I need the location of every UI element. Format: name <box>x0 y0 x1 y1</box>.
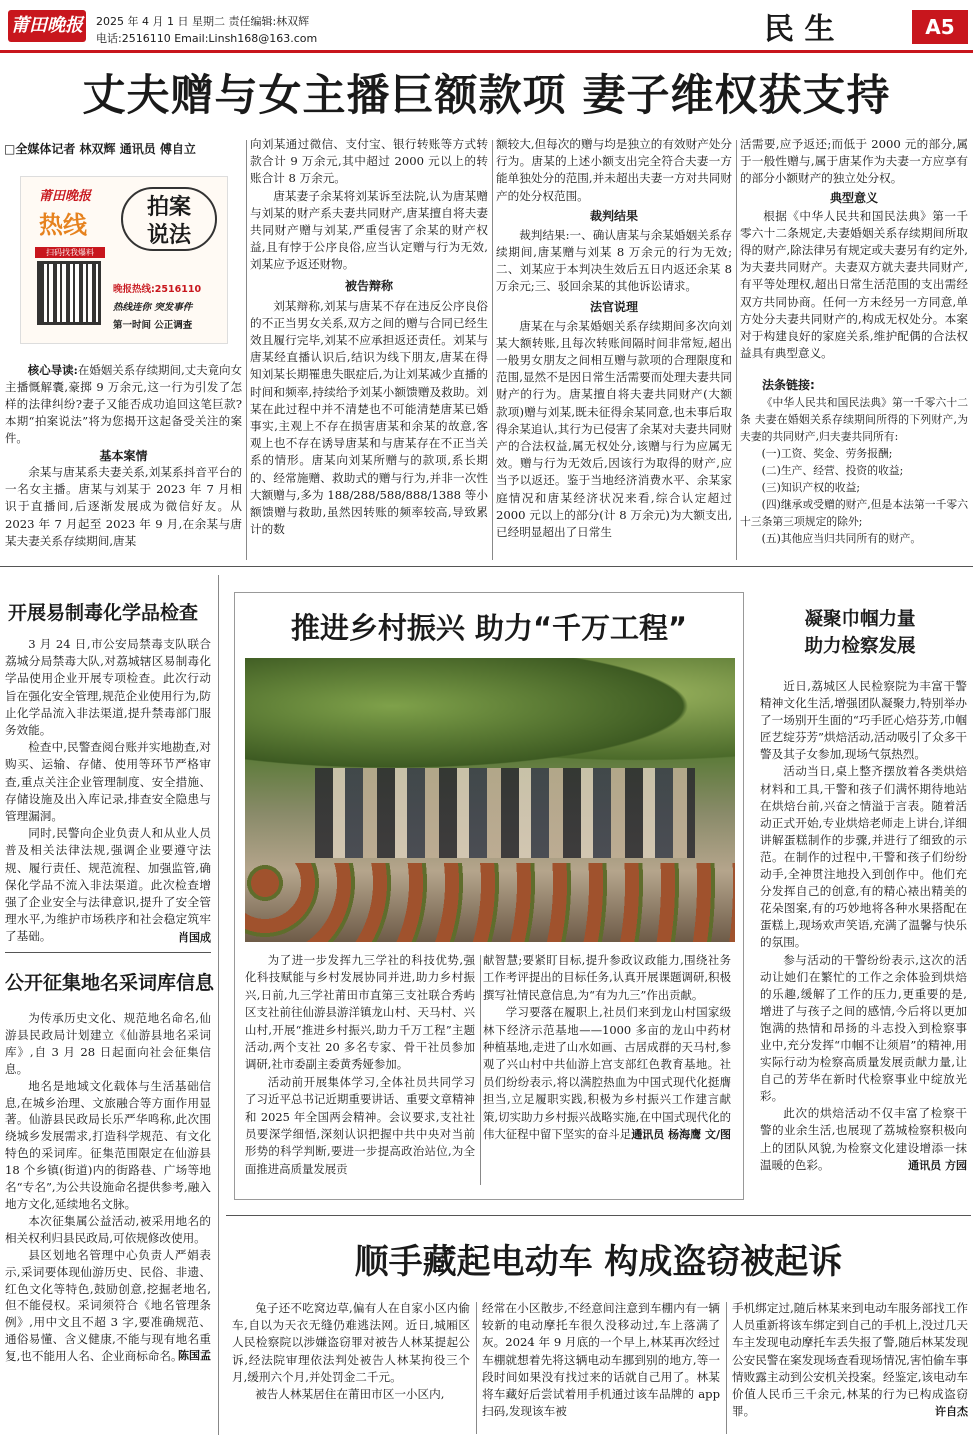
divider <box>736 140 737 560</box>
heading-law: 法条链接: <box>762 378 815 392</box>
divider <box>476 1302 477 1434</box>
promo-slogan-2: 第一时间 公正调查 <box>113 320 193 331</box>
lead-headline: 丈夫赠与女主播巨额款项 妻子维权获支持 <box>82 71 891 121</box>
lead-col4-text: 活需要,应予返还;而低于 2000 元的部分,属于一般性赠与,属于唐某作为夫妻一方应享有的部分小额财产的独立处分权。 典型意义 根据《中华人民共和国民法典》第一千零六十二条规定,夫妻婚姻关系存续期间所取得的财产,除法律另有规定或夫妻另有约定外,为夫妻共同财产。夫妻双方就夫妻共同财产,有平等处理权,超出日常生活范围的支出需经双方共同协商。任何一方未经另一方同意,单方处分夫妻共同财产的,构成无权处分。本案对于构建良好的家庭关系,维护配偶的合法权益具有典型意义。 <box>740 137 968 361</box>
header-rule <box>0 50 973 53</box>
law-item: (五)其他应当归共同所有的财产。 <box>761 532 922 545</box>
theft-col1: 兔子还不吃窝边草,偏有人在自家小区内偷车,自以为天衣无缝仍难逃法网。近日,城厢区人民检察院以涉嫌盗窃罪对被告人林某提起公诉,经法院审理依法判处被告人林某拘役三个月,缓刑六个月,并处罚金二千元。 被告人林某居住在莆田市区一小区内, <box>232 1301 470 1402</box>
section-name: 民 生 <box>764 12 835 47</box>
divider <box>492 140 493 560</box>
placename-text: 为传承历史文化、规范地名命名,仙游县民政局计划建立《仙游县地名采词库》,自 3 月 28 日起面向社会征集信息。 地名是地域文化载体与生活基础信息,在城乡治理、文旅融合等方面作用显著。仙游县民政局长乐严华鸣称,此次围绕城乡发展需求,打造科学规范、有文化特色的采词库。征集范围限定在仙游县 18 个乡镇(街道)内的街路巷、广场等地名“专名”,为公共设施命名提供参考,融入地方文化,延续地名文脉。 本次征集属公益活动,被采用地名的相关权利归县民政局,可依规修改使用。 县区划地名管理中心负责人严娟表示,采词要体现仙游历史、民俗、非遗、红色文化等特色,鼓励创意,挖掘老地名,但不能侵权。采词须符合《地名管理条例》,用中文且不超 3 字,要准确规范、通俗易懂、含义健康,不能与现有地名重复,也不能用人名、企业商标命名。 陈国孟 <box>5 1011 211 1364</box>
lead-intro: 核心导读:在婚姻关系存续期间,丈夫竟向女主播慨解囊,豪掷 9 万余元,这一行为引发了怎样的法律纠纷?妻子又能否成功追回这笔巨款?本期“拍案说法”将为您揭开这起备受关注的案件。 <box>5 363 242 446</box>
theft-headline: 顺手藏起电动车 构成盗窃被起诉 <box>354 1242 843 1282</box>
section-rule <box>0 566 973 567</box>
women-text: 近日,荔城区人民检察院为丰富干警精神文化生活,增强团队凝聚力,特别举办了一场别开生面的“巧手匠心焙芬芳,巾帼匠艺绽芬芳”烘焙活动,活动吸引了众多干警及其子女参加,现场气氛热烈。 活动当日,桌上整齐摆放着各类烘焙材料和工具,干警和孩子们满怀期待地站在烘焙台前,兴奋之情溢于言表。随着活动正式开始,专业烘焙老师走上讲台,详细讲解蛋糕制作的步骤,并进行了细致的示范。在制作的过程中,干警和孩子们纷纷动手,全神贯注地投入到创作中。他们充分发挥自己的创意,有的精心裱出精美的花朵图案,有的巧妙地将各种水果搭配在蛋糕上,现场欢声笑语,充满了温馨与快乐的氛围。 参与活动的干警纷纷表示,这次的活动让她们在繁忙的工作之余体验到烘焙的乐趣,缓解了工作的压力,更重要的是,增进了与孩子之间的感情,今后将以更加饱满的热情和昂扬的斗志投入到检察事业中,充分发挥“巾帼不让须眉”的精神,用实际行动为检察高质量发展贡献力量,让自己的芳华在新时代检察事业中绽放光彩。 此次的烘焙活动不仅丰富了检察干警的业余生活,也展现了荔城检察积极向上的团队风貌,为检察文化建设增添一抹温暖的色彩。 通讯员 方园 <box>760 678 967 1174</box>
hotline-promo <box>20 176 228 344</box>
women-headline: 凝聚巾帼力量 助力检察发展 <box>804 609 916 657</box>
heading-judge: 法官说理 <box>589 299 638 314</box>
theft-col2: 经常在小区散步,不经意间注意到车棚内有一辆较新的电动摩托车很久没移动过,车上落满了灰。2024 年 9 月底的一个早上,林某再次经过车棚就想着先将这辆电动车挪到别的地方,等一段时间如果没有找过来的话就自己用了。林某将车藏好后尝试着用手机通过该车品牌的 app 扫码,发现该车被 <box>482 1301 720 1419</box>
drug-text: 3 月 24 日,市公安局禁毒支队联合荔城分局禁毒大队,对荔城辖区易制毒化学品使用企业开展专项检查。此次行动旨在强化安全管理,规范企业使用行为,防止化学品流入非法渠道,提升禁毒部门服务效能。 检查中,民警查阅台账并实地勘查,对购买、运输、存储、使用等环节严格审查,重点关注企业管理制度、安全措施、存储设施及出入库记录,排查安全隐患与管理漏洞。 同时,民警向企业负责人和从业人员普及相关法律法规,强调企业要遵守法规、履行责任、规范流程、加强监管,确保化学品不流入非法渠道。此次检查增强了企业安全与法律意识,提升了安全管理水平,为维护市场秩序和社会稳定筑牢了基础。 肖国成 <box>5 636 211 946</box>
rural-photo <box>245 658 735 942</box>
promo-brand: 莆田晚报 <box>39 189 92 204</box>
heading-result: 裁判结果 <box>589 208 638 223</box>
law-item: (四)继承或受赠的财产,但是本法第一千零六十三条第三项规定的除外; <box>740 498 968 528</box>
law-item: (一)工资、奖金、劳务报酬; <box>761 447 893 460</box>
drug-sign: 肖国成 <box>178 930 211 944</box>
placename-headline: 公开征集地名采词库信息 <box>5 972 215 994</box>
drug-headline: 开展易制毒化学品检查 <box>8 602 199 624</box>
divider <box>218 575 219 1435</box>
divider <box>726 1302 727 1434</box>
promo-badge: 拍案 说法 <box>121 187 217 251</box>
promo-scan-label: 扫码找我爆料 <box>35 247 105 258</box>
divider <box>5 952 211 953</box>
contact-info: 电话:2516110 Email:Linsh168@163.com <box>96 32 318 45</box>
promo-slogan: 热线连你 突发事件 <box>113 302 193 313</box>
lead-byline: □全媒体记者 林双辉 通讯员 傅自立 <box>4 142 196 156</box>
law-item: (二)生产、经营、投资的收益; <box>761 464 904 477</box>
rural-sign: 通讯员 杨海鹰 文/图 <box>631 1128 731 1142</box>
section-rule <box>226 1215 971 1216</box>
law-link: 法条链接: 《中华人民共和国民法典》第一千零六十二条 夫妻在婚姻关系存续期间所得的下列财产,为夫妻的共同财产,归夫妻共同所有: (一)工资、奖金、劳务报酬; (二)生产、经营、投资的收益; (三)知识产权的收益; (四)继承或受赠的财产,但是本法第一千零六十三条第三项规定的除外; (五)其他应当归共同所有的财产。 <box>740 378 968 545</box>
women-sign: 通讯员 方园 <box>908 1158 967 1172</box>
masthead-logo: 莆田晚报 <box>8 10 86 42</box>
heading-defense: 被告辩称 <box>344 278 393 293</box>
divider <box>480 955 481 1185</box>
rural-col1: 为了进一步发挥九三学社的科技优势,强化科技赋能与乡村发展协同并进,助力乡村振兴,日前,九三学社莆田市直第三支社联合秀屿区支社前往仙游县游洋镇龙山村、天马村、兴山村,开展“推进乡村振兴,助力千万工程”主题活动,两个支社 20 多名专家、骨干社员参加调研,社市委副主委黄秀娅参加。 活动前开展集体学习,全体社员共同学习了习近平总书记近期重要讲话、重要文章精神和 2025 年全国两会精神。会议要求,支社社员要深学细悟,深刻认识把握中共中央对当前形势的科学判断,要进一步提高政治站位,为全面推进高质量发展贡 <box>245 953 475 1176</box>
placename-sign: 陈国孟 <box>178 1349 211 1363</box>
heading-basic-facts: 基本案情 <box>99 449 148 463</box>
promo-title: 热线 <box>39 211 87 239</box>
rural-col2: 献智慧;要紧盯目标,提升参政议政能力,围绕社务工作考评提出的目标任务,认真开展课题调研,积极撰写社情民意信息,为“有为九三”作出贡献。 学习要落在履职上,社员们来到龙山村国家级林下经济示范基地——1000 多亩的龙山中药材种植基地,走进了山水如画、古居成群的天马村,参观了兴山村中共仙游上宫支部红色教育基地。社员们纷纷表示,将以满腔热血为中国式现代化挺膺担当,立足履职实践,积极为乡村振兴工作建言献策,切实助力乡村振兴战略实施,在中国式现代化的伟大征程中留下坚实的奋斗足迹。 通讯员 杨海鹰 文/图 <box>483 952 731 1144</box>
page-number: A5 <box>912 10 968 44</box>
lead-col2-text: 向刘某通过微信、支付宝、银行转账等方式转款合计 9 万余元,其中超过 2000 元以上的转账合计 8 万余元。 唐某妻子余某将刘某诉至法院,认为唐某赠与刘某的财产系夫妻共同财产,唐某擅自将夫妻共同财产赠与刘某,严重侵害了余某的财产权益,且有悖于公序良俗,应当认定赠与行为无效,刘某应予返还财物。 被告辩称 刘某辩称,刘某与唐某不存在违反公序良俗的不正当男女关系,双方之间的赠与合同已经生效且履行完毕,刘某不应承担返还责任。刘某与唐某经直播认识后,结识为线下朋友,唐某在得知刘某长期罹患失眠症后,为让刘某减少直播的时间和频率,持续给予刘某小额馈赠及救助。刘某在此过程中并不清楚也不可能清楚唐某已婚事实,主观上不存在损害唐某和余某的故意,客观上也不存在诱导唐某和与唐某存在不正当关系的情形。唐某向刘某所赠与的款项,系长期的、经常施赠、救助式的赠与行为,并非一次性大额赠与,多为 188/288/588/888/1388 等小额馈赠与救助,虽然因转账的频率较高,导致累计的数 <box>250 137 488 537</box>
rural-headline: 推进乡村振兴 助力“千万工程” <box>290 611 688 645</box>
heading-typical: 典型意义 <box>829 190 878 205</box>
divider <box>246 140 247 560</box>
theft-sign: 许自杰 <box>935 1405 968 1419</box>
law-item: (三)知识产权的收益; <box>761 481 861 494</box>
promo-hotline: 晚报热线:2516110 <box>113 284 202 295</box>
theft-col3: 手机绑定过,随后林某来到电动车服务部找工作人员重新将该车绑定到自己的手机上,没过几天车主发现电动摩托车丢失报了警,随后林某发现公安民警在案发现场查看现场情况,害怕偷车事情败露主动到公安机关投案。经鉴定,该电动车价值人民币三千余元,林某的行为已构成盗窃罪。 许自杰 <box>732 1300 968 1421</box>
lead-col1-text: 余某与唐某系夫妻关系,刘某系抖音平台的一名女主播。唐某与刘某于 2023 年 7 月相识于直播间,后逐渐发展成为微信好友。从 2023 年 7 月起至 2023 年 9 月,在余某与唐某夫妻关系存续期间,唐某 <box>5 465 242 548</box>
qr-code-icon <box>37 261 101 325</box>
issue-date: 2025 年 4 月 1 日 星期二 责任编辑:林双辉 <box>96 15 310 28</box>
lead-col3-text: 额较大,但每次的赠与均是独立的有效财产处分行为。唐某的上述小额支出完全符合夫妻一方能单独处分的范围,并未超出夫妻一方对共同财产的处分权范围。 裁判结果 裁判结果:一、确认唐某与余某婚姻关系存续期间,唐某赠与刘某 8 万余元的行为无效;二、刘某应于本判决生效后五日内返还余某 8 万余元;三、驳回余某的其他诉讼请求。 法官说理 唐某在与余某婚姻关系存续期间多次向刘某大额转账,且每次转账间隔时间非常短,超出一般男女朋友之间相互赠与款项的合理限度和范围,显然不是因日常生活需要而处理夫妻共同财产的行为。唐某擅自将夫妻共同财产(大额款项)赠与刘某,既未征得余某同意,也未事后取得余某追认,其行为已侵害了余某对夫妻共同财产的合法权益,属无权处分,该赠与行为应属无效。赠与行为无效后,因该行为取得的财产,应当予以返还。鉴于当地经济消费水平、余某家庭情况和唐某经济状况来看,综合认定超过 2000 元以上的部分(计 8 万余元)为大额支出,已经明显超出了日常生 <box>496 137 732 540</box>
